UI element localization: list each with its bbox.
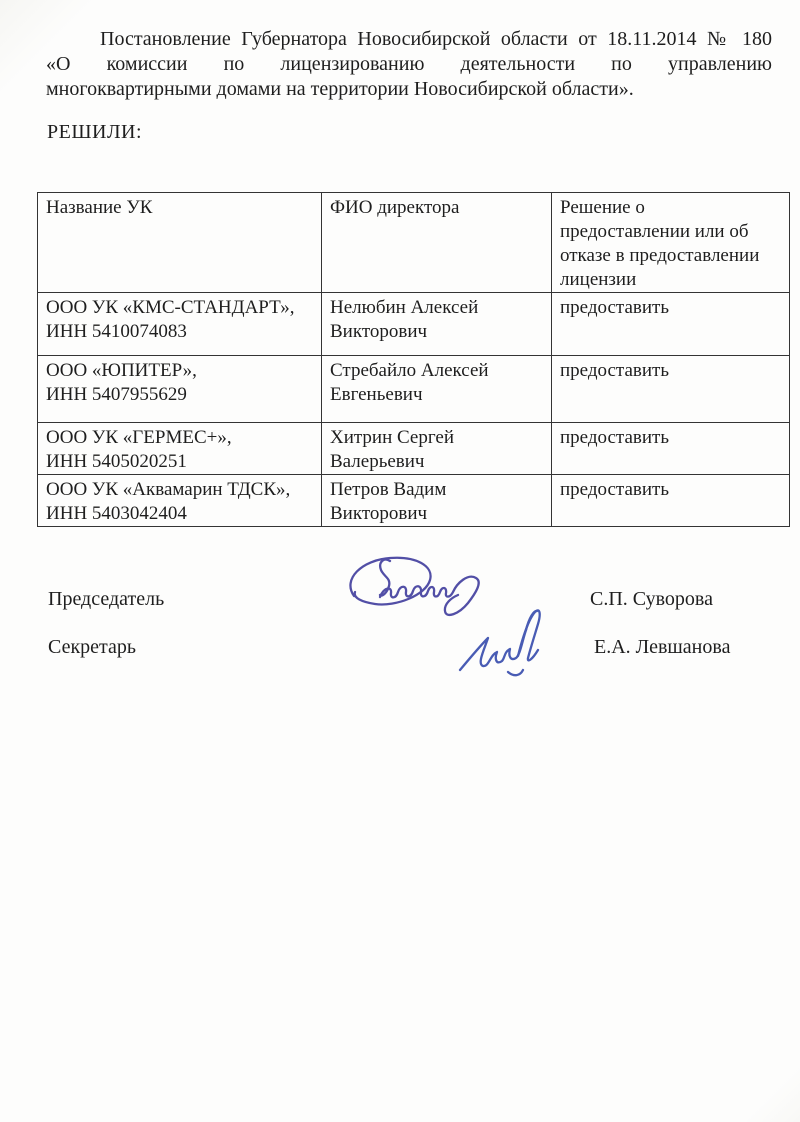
header-label-line: предоставлении или об: [560, 221, 749, 242]
cell-company: [38, 475, 322, 527]
cell-director: [322, 423, 552, 475]
secretary-title: Секретарь: [48, 636, 137, 658]
director-name-line: Нелюбин Алексей: [330, 297, 479, 318]
table-header-row: [38, 193, 790, 293]
chairman-name: С.П. Суворова: [590, 588, 713, 610]
cell-company: [38, 293, 322, 356]
cell-decision: [552, 475, 790, 527]
company-name: ООО УК «КМС-СТАНДАРТ»,: [46, 297, 295, 318]
intro-line-1: Постановление Губернатора Новосибирской области от 18.11.2014 № 180: [100, 28, 772, 50]
chairman-title: Председатель: [48, 588, 165, 610]
company-inn: ИНН 5403042404: [46, 503, 187, 524]
intro-paragraph: [46, 27, 772, 102]
director-name-line: Валерьевич: [330, 451, 425, 472]
header-label-line: отказе в предоставлении: [560, 245, 760, 266]
intro-line-2: «О комиссии по лицензированию деятельности по управлению: [46, 53, 772, 75]
director-name-line: Викторович: [330, 503, 428, 524]
director-name-line: Стребайло Алексей: [330, 360, 489, 381]
cell-director: [322, 293, 552, 356]
cell-director: [322, 356, 552, 423]
table-row: [38, 423, 790, 475]
cell-decision: [552, 293, 790, 356]
decision-value: предоставить: [560, 427, 669, 448]
director-name-line: Евгеньевич: [330, 384, 423, 405]
decision-value: предоставить: [560, 479, 669, 500]
table-row: [38, 475, 790, 527]
company-inn: ИНН 5410074083: [46, 321, 187, 342]
cell-director: [322, 475, 552, 527]
director-name-line: Петров Вадим: [330, 479, 447, 500]
header-cell-director: [322, 193, 552, 293]
header-label: Название УК: [46, 197, 153, 218]
director-name-line: Викторович: [330, 321, 428, 342]
header-label-line: лицензии: [560, 269, 637, 290]
company-name: ООО УК «Аквамарин ТДСК»,: [46, 479, 291, 500]
table-row: [38, 356, 790, 423]
license-decision-table: [37, 192, 790, 527]
decision-value: предоставить: [560, 360, 669, 381]
header-cell-company: [38, 193, 322, 293]
cell-company: [38, 356, 322, 423]
resolved-heading: РЕШИЛИ:: [47, 121, 143, 143]
header-label-line: Решение о: [560, 197, 645, 218]
cell-decision: [552, 423, 790, 475]
table-row: [38, 293, 790, 356]
intro-line-3: многоквартирными домами на территории Новосибирской области».: [46, 78, 634, 100]
secretary-signature-ink: [444, 596, 556, 680]
company-name: ООО «ЮПИТЕР»,: [46, 360, 197, 381]
cell-company: [38, 423, 322, 475]
header-label: ФИО директора: [330, 197, 460, 218]
director-name-line: Хитрин Сергей: [330, 427, 454, 448]
company-name: ООО УК «ГЕРМЕС+»,: [46, 427, 232, 448]
company-inn: ИНН 5405020251: [46, 451, 187, 472]
cell-decision: [552, 356, 790, 423]
secretary-name: Е.А. Левшанова: [594, 636, 731, 658]
decision-value: предоставить: [560, 297, 669, 318]
header-cell-decision: [552, 193, 790, 293]
company-inn: ИНН 5407955629: [46, 384, 187, 405]
